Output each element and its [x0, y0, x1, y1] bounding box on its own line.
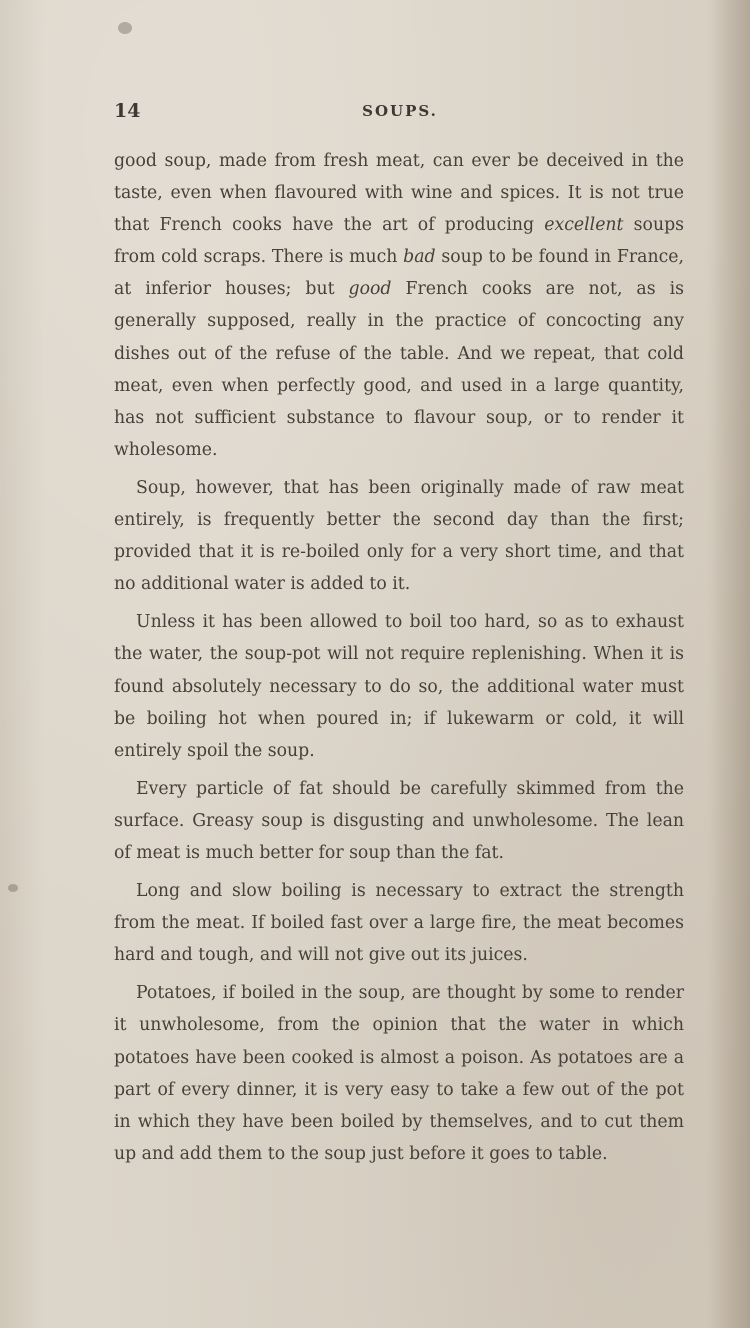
paper-stain	[8, 884, 18, 892]
paragraph	[114, 145, 684, 466]
body-text	[114, 145, 684, 1176]
page-edge-shadow	[710, 0, 750, 1328]
text-segment: Every particle of fat should be carefully skimmed from the surface. Greasy soup is disgusting and unwholesome. The lean of meat is much better for soup than the fat.	[114, 778, 684, 863]
text-segment: Long and slow boiling is necessary to extract the strength from the meat. If boiled fast over a large fire, the meat becomes hard and tough, and will not give out its juices.	[114, 881, 684, 966]
text-segment: Soup, however, that has been originally made of raw meat entirely, is frequently better the second day than the first; provided that it is re-boiled only for a very short time, and that no additional water is added to it.	[114, 477, 684, 595]
text-segment: French cooks are not, as is generally supposed, really in the practice of concocting any dishes out of the refuse of the table. And we repeat, that cold meat, even when perfectly good, and used in a large quantity, has not sufficient substance to flavour soup, or to render it wholesome.	[114, 279, 684, 460]
text-segment: Potatoes, if boiled in the soup, are thought by some to render it unwholesome, from the opinion that the water in which potatoes have been cooked is almost a poison. As potatoes are a part of every dinner, it is very easy to take a few out of the pot in which they have been boiled by themselves, and to cut them up and add them to the soup just before it goes to table.	[114, 983, 684, 1164]
paragraph	[114, 606, 684, 766]
text-segment: good soup, made from fresh meat, can ever be deceived in the taste, even when flavoured with wine and spices. It is not true that French cooks have the art of producing	[114, 151, 684, 236]
italic-text: excellent	[544, 215, 624, 236]
page-number: 14	[114, 100, 141, 122]
italic-text: good	[348, 279, 392, 300]
page-header	[114, 100, 686, 126]
running-head: SOUPS.	[362, 102, 438, 120]
paper-stain	[118, 22, 132, 34]
paragraph	[114, 472, 684, 600]
paragraph	[114, 773, 684, 869]
paragraph	[114, 875, 684, 971]
paragraph	[114, 977, 684, 1170]
text-segment: soups from cold scraps. There is much	[114, 215, 685, 268]
italic-text: bad	[403, 247, 436, 268]
text-segment: soup to be found in France, at inferior houses; but	[114, 247, 684, 300]
text-segment: Unless it has been allowed to boil too hard, so as to exhaust the water, the soup-pot will not require replenishing. When it is found absolutely necessary to do so, the additional water must be boiling hot when poured in; if lukewarm or cold, it will entirely spoil the soup.	[114, 612, 684, 761]
